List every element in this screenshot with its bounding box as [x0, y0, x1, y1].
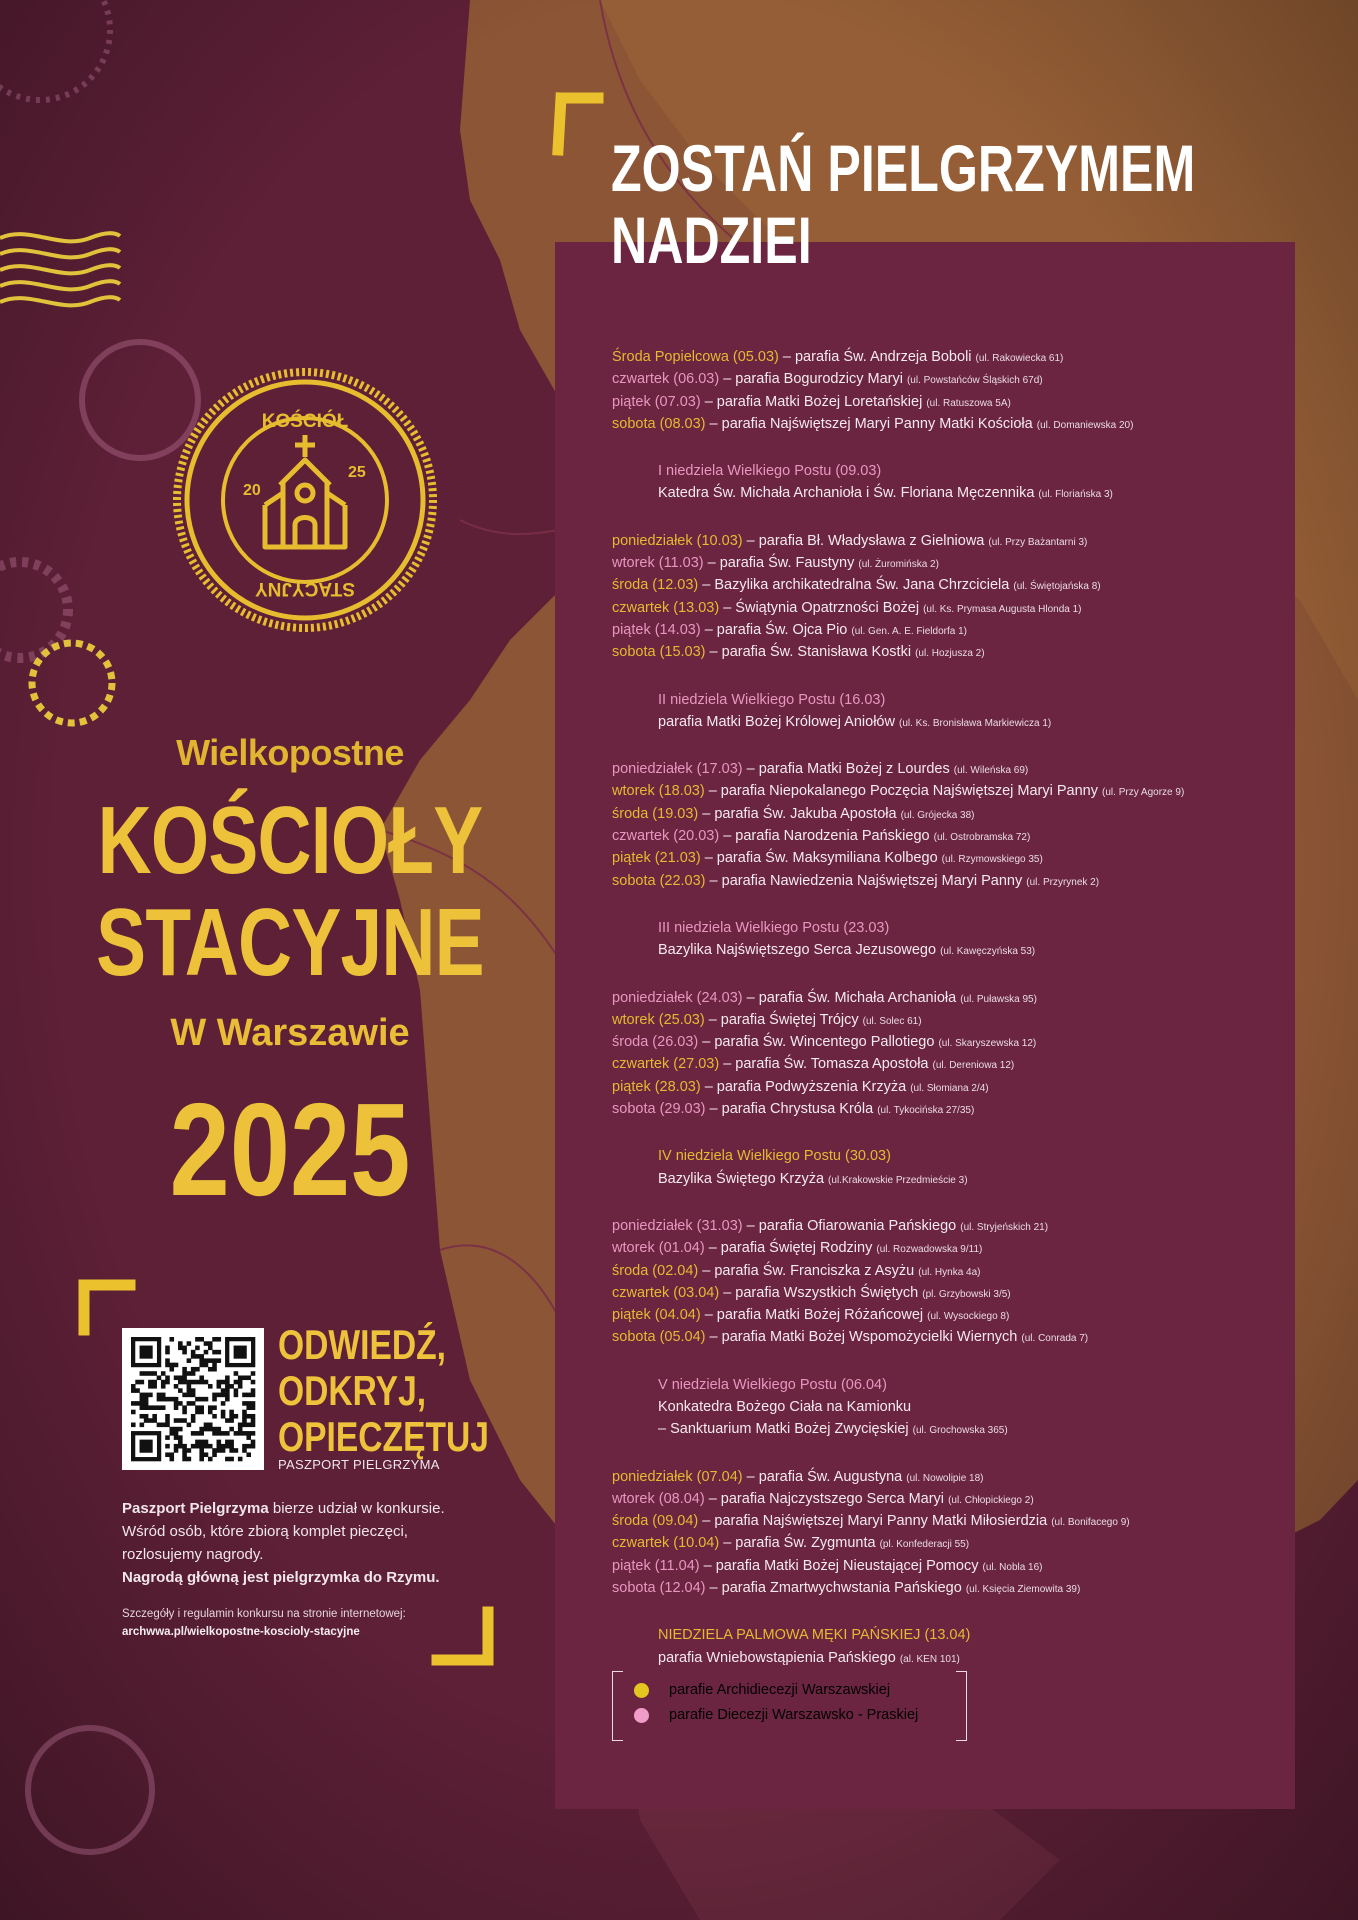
- schedule-gap: [612, 505, 1292, 530]
- schedule-gap: [612, 1441, 1292, 1466]
- qr-code[interactable]: [122, 1328, 264, 1470]
- legend-label-praga: parafie Diecezji Warszawsko - Praskiej: [669, 1707, 919, 1723]
- schedule-church: – parafia Św. Maksymiliana Kolbego: [700, 850, 942, 867]
- legend-label-archdiocese: parafie Archidiecezji Warszawskiej: [669, 1682, 891, 1698]
- schedule-row: [612, 1053, 1292, 1075]
- schedule-day: sobota (15.03): [612, 644, 706, 661]
- schedule-address: (ul. Ratuszowa 5A): [926, 397, 1011, 409]
- week-block: [612, 346, 1292, 435]
- schedule-church: – Bazylika archikatedralna Św. Jana Chrzciciela: [698, 577, 1014, 594]
- schedule-row: [612, 1304, 1292, 1326]
- legend-bracket-right: [956, 1671, 967, 1741]
- schedule-address: (ul. Wileńska 69): [953, 765, 1029, 777]
- station-schedule: [612, 346, 1292, 1669]
- headline-line2: NADZIEI: [611, 203, 812, 277]
- schedule-address: (ul. Nowolipie 18): [906, 1472, 984, 1484]
- schedule-day: piątek (21.03): [612, 850, 701, 867]
- legend-bracket-left: [612, 1671, 623, 1741]
- stamp-year-right: 25: [348, 464, 366, 481]
- schedule-row: [612, 1237, 1292, 1259]
- sunday-church-name: parafia Wniebowstąpienia Pańskiego: [658, 1649, 900, 1666]
- schedule-church: – parafia Chrystusa Króla: [705, 1101, 878, 1118]
- sunday-church: [658, 482, 1292, 504]
- yellow-dot-icon: [634, 1683, 649, 1698]
- schedule-address: (ul. Żuromińska 2): [858, 559, 939, 571]
- sunday-block: [612, 689, 1292, 734]
- schedule-row: [612, 825, 1292, 847]
- kosciol-stacyjny-stamp: [170, 365, 440, 635]
- schedule-church: – parafia Św. Wincentego Pallotiego: [698, 1034, 939, 1051]
- schedule-row: [612, 1466, 1292, 1488]
- sunday-church-name: – Sanktuarium Matki Bożej Zwycięskiej: [658, 1421, 913, 1438]
- contest-info-text: bierze udział w konkursie. Wśród osób, które zbiorą komplet pieczęci, rozlosujemy nagrody.: [122, 1500, 445, 1563]
- schedule-church: – parafia Zmartwychwstania Pańskiego: [705, 1580, 966, 1597]
- schedule-day: środa (19.03): [612, 805, 699, 822]
- sunday-church-address: (ul.Krakowskie Przedmieście 3): [828, 1174, 968, 1186]
- cta-text: [278, 1322, 489, 1460]
- schedule-church: – parafia Św. Zygmunta: [719, 1535, 880, 1552]
- schedule-church: – parafia Bogurodzicy Maryi: [719, 371, 907, 388]
- schedule-row: [612, 780, 1292, 802]
- schedule-address: (ul. Conrada 7): [1021, 1333, 1089, 1345]
- contest-prize: Nagrodą główną jest pielgrzymka do Rzymu.: [122, 1569, 440, 1586]
- week-block: [612, 758, 1292, 892]
- legend-item-praga: [634, 1707, 918, 1723]
- schedule-address: (ul. Rakowiecka 61): [975, 353, 1064, 364]
- schedule-day: poniedziałek (17.03): [612, 761, 743, 778]
- schedule-gap: [612, 1190, 1292, 1215]
- schedule-address: (ul. Gen. A. E. Fieldorfa 1): [851, 625, 967, 637]
- contest-details-link[interactable]: archwwa.pl/wielkopostne-koscioly-stacyjne: [122, 1626, 360, 1638]
- headline-line1: ZOSTAŃ PIELGRZYMEM: [611, 131, 1196, 205]
- schedule-address: (ul. Wysockiego 8): [927, 1311, 1010, 1323]
- schedule-day: środa (02.04): [612, 1262, 699, 1279]
- schedule-day: piątek (14.03): [612, 621, 701, 638]
- sunday-block: [612, 1374, 1292, 1441]
- schedule-address: (ul. Słomiana 2/4): [910, 1082, 989, 1094]
- stamp-top-text: KOŚCIÓŁ: [261, 411, 349, 432]
- schedule-address: (ul. Przyrynek 2): [1026, 876, 1100, 888]
- sunday-title: NIEDZIELA PALMOWA MĘKI PAŃSKIEJ (13.04): [658, 1627, 971, 1644]
- headline: [611, 132, 1195, 276]
- schedule-day: czwartek (13.03): [612, 599, 720, 616]
- schedule-church: – parafia Św. Tomasza Apostoła: [719, 1056, 933, 1073]
- schedule-church: – parafia Najczystszego Serca Maryi: [704, 1490, 949, 1507]
- schedule-address: (ul. Księcia Ziemowita 39): [965, 1584, 1081, 1596]
- schedule-day: wtorek (25.03): [612, 1011, 705, 1028]
- schedule-church: – parafia Nawiedzenia Najświętszej Maryi Panny: [705, 872, 1027, 889]
- cta-subtitle: PASZPORT PIELGRZYMA: [278, 1457, 440, 1472]
- schedule-church: – parafia Niepokalanego Poczęcia Najświętszej Maryi Panny: [704, 783, 1103, 800]
- schedule-day: czwartek (20.03): [612, 828, 720, 845]
- schedule-church: – parafia Wszystkich Świętych: [719, 1284, 923, 1301]
- contest-details-text: Szczegóły i regulamin konkursu na stronie internetowej:: [122, 1608, 406, 1620]
- schedule-gap: [612, 1120, 1292, 1145]
- schedule-church: – parafia Matki Bożej z Lourdes: [742, 761, 954, 778]
- schedule-address: (ul. Hynka 4a): [918, 1266, 981, 1278]
- schedule-church: – parafia Św. Franciszka z Asyżu: [698, 1262, 919, 1279]
- schedule-row: [612, 1098, 1292, 1120]
- schedule-day: czwartek (10.04): [612, 1535, 720, 1552]
- sunday-church: [658, 1396, 1292, 1418]
- schedule-day: wtorek (11.03): [612, 555, 704, 572]
- schedule-row: [612, 1488, 1292, 1510]
- schedule-gap: [612, 962, 1292, 987]
- schedule-church: – parafia Matki Bożej Nieustającej Pomocy: [699, 1557, 983, 1574]
- schedule-church: – parafia Najświętszej Maryi Panny Matki Miłosierdzia: [698, 1513, 1052, 1530]
- schedule-address: (ul. Grójecka 38): [900, 809, 975, 821]
- schedule-address: (pl. Grzybowski 3/5): [922, 1288, 1011, 1300]
- schedule-gap: [612, 733, 1292, 758]
- schedule-row: [612, 552, 1292, 574]
- sunday-church: [658, 1168, 1292, 1190]
- schedule-church: – parafia Św. Michała Archanioła: [742, 989, 961, 1006]
- stamp-year-left: 20: [243, 482, 261, 499]
- schedule-day: sobota (12.04): [612, 1580, 706, 1597]
- schedule-day: czwartek (06.03): [612, 371, 720, 388]
- schedule-address: (ul. Ostrobramska 72): [933, 832, 1031, 844]
- schedule-church: – parafia Ofiarowania Pańskiego: [742, 1217, 961, 1234]
- schedule-address: (ul. Przy Bażantarni 3): [988, 536, 1088, 548]
- cta-line2: ODKRYJ,: [278, 1367, 427, 1414]
- sunday-church-name: parafia Matki Bożej Królowej Aniołów: [658, 713, 899, 730]
- cta-line3: OPIECZĘTUJ: [278, 1413, 489, 1460]
- schedule-church: – parafia Świętej Trójcy: [704, 1011, 863, 1028]
- schedule-church: – parafia Podwyższenia Krzyża: [700, 1078, 911, 1095]
- schedule-day: Środa Popielcowa (05.03): [612, 349, 779, 365]
- contest-info-bold: Paszport Pielgrzyma: [122, 1500, 269, 1517]
- schedule-row: [612, 1260, 1292, 1282]
- schedule-church: – parafia Bł. Władysława z Gielniowa: [742, 532, 989, 549]
- schedule-day: czwartek (27.03): [612, 1056, 720, 1073]
- schedule-church: – parafia Najświętszej Maryi Panny Matki Kościoła: [705, 415, 1037, 432]
- sunday-church-name: Konkatedra Bożego Ciała na Kamionku: [658, 1398, 912, 1415]
- schedule-address: (ul. Skaryszewska 12): [938, 1038, 1037, 1050]
- schedule-address: (ul. Dereniowa 12): [932, 1060, 1015, 1072]
- sunday-title: IV niedziela Wielkiego Postu (30.03): [658, 1148, 891, 1165]
- schedule-day: wtorek (01.04): [612, 1240, 705, 1257]
- main-title-line2: STACYJNE: [96, 889, 484, 996]
- schedule-day: czwartek (03.04): [612, 1284, 720, 1301]
- week-block: [612, 1466, 1292, 1600]
- sunday-block: [612, 917, 1292, 962]
- schedule-address: (ul. Powstańców Śląskich 67d): [906, 375, 1043, 387]
- schedule-row: [612, 574, 1292, 596]
- schedule-row: [612, 758, 1292, 780]
- schedule-row: [612, 1282, 1292, 1304]
- sunday-church: [658, 939, 1292, 961]
- schedule-address: (ul. Puławska 95): [960, 993, 1037, 1005]
- schedule-row: [612, 391, 1292, 413]
- schedule-row: [612, 1076, 1292, 1098]
- sunday-title: II niedziela Wielkiego Postu (16.03): [658, 691, 886, 708]
- sunday-church-address: (ul. Grochowska 365): [912, 1425, 1008, 1437]
- schedule-row: [612, 1215, 1292, 1237]
- schedule-day: sobota (22.03): [612, 872, 706, 889]
- schedule-gap: [612, 1349, 1292, 1374]
- schedule-address: (ul. Nobla 16): [982, 1561, 1043, 1573]
- sunday-church: [658, 1647, 1292, 1669]
- schedule-church: – parafia Św. Ojca Pio: [700, 621, 852, 638]
- schedule-address: (ul. Solec 61): [862, 1015, 922, 1027]
- schedule-church: – parafia Matki Bożej Loretańskiej: [700, 393, 927, 410]
- main-title: [64, 787, 516, 996]
- schedule-row: [612, 619, 1292, 641]
- contest-details: [122, 1605, 462, 1641]
- schedule-church: – parafia Św. Stanisława Kostki: [705, 644, 916, 661]
- sunday-block: [612, 460, 1292, 505]
- schedule-day: piątek (07.03): [612, 393, 701, 410]
- pink-dot-icon: [634, 1708, 649, 1723]
- schedule-address: (ul. Stryjeńskich 21): [960, 1221, 1049, 1233]
- schedule-row: [612, 803, 1292, 825]
- schedule-row: [612, 1555, 1292, 1577]
- pre-title: Wielkopostne: [176, 732, 404, 773]
- legend-item-archdiocese: [634, 1682, 890, 1698]
- schedule-gap: [612, 1599, 1292, 1624]
- week-block: [612, 987, 1292, 1121]
- schedule-day: sobota (08.03): [612, 415, 706, 432]
- schedule-row: [612, 1031, 1292, 1053]
- schedule-address: (ul. Rozwadowska 9/11): [876, 1244, 983, 1256]
- schedule-day: poniedziałek (24.03): [612, 989, 743, 1006]
- schedule-church: – parafia Matki Bożej Różańcowej: [700, 1307, 928, 1324]
- schedule-row: [612, 346, 1292, 368]
- schedule-church: – parafia Narodzenia Pańskiego: [719, 828, 934, 845]
- schedule-day: środa (09.04): [612, 1513, 699, 1530]
- schedule-day: wtorek (08.04): [612, 1490, 705, 1507]
- schedule-church: – Świątynia Opatrzności Bożej: [719, 599, 924, 616]
- schedule-day: sobota (05.04): [612, 1329, 706, 1346]
- schedule-day: poniedziałek (31.03): [612, 1217, 743, 1234]
- schedule-row: [612, 413, 1292, 435]
- schedule-church: – parafia Św. Faustyny: [703, 555, 859, 572]
- sunday-title: V niedziela Wielkiego Postu (06.04): [658, 1376, 887, 1393]
- schedule-gap: [612, 435, 1292, 460]
- contest-info: [122, 1497, 482, 1589]
- sunday-title: III niedziela Wielkiego Postu (23.03): [658, 919, 890, 936]
- schedule-row: [612, 1009, 1292, 1031]
- schedule-day: wtorek (18.03): [612, 783, 705, 800]
- schedule-row: [612, 1532, 1292, 1554]
- schedule-row: [612, 530, 1292, 552]
- schedule-day: poniedziałek (10.03): [612, 532, 743, 549]
- schedule-day: poniedziałek (07.04): [612, 1468, 743, 1485]
- schedule-address: (ul. Przy Agorze 9): [1102, 787, 1185, 799]
- sunday-church-address: (ul. Floriańska 3): [1038, 489, 1113, 501]
- sunday-church-address: (ul. Kawęczyńska 53): [940, 946, 1036, 958]
- schedule-address: (ul. Świętojańska 8): [1013, 581, 1101, 593]
- week-block: [612, 1215, 1292, 1349]
- schedule-day: piątek (28.03): [612, 1078, 701, 1095]
- schedule-day: piątek (11.04): [612, 1557, 700, 1574]
- schedule-address: (ul. Domaniewska 20): [1036, 419, 1134, 431]
- schedule-row: [612, 1510, 1292, 1532]
- year-title: 2025: [169, 1076, 411, 1223]
- schedule-address: (ul. Hozjusza 2): [915, 648, 985, 660]
- sunday-church-address: (ul. Ks. Bronisława Markiewicza 1): [898, 717, 1052, 729]
- sunday-church: [658, 1418, 1292, 1440]
- sunday-title: I niedziela Wielkiego Postu (09.03): [658, 463, 882, 480]
- schedule-gap: [612, 664, 1292, 689]
- schedule-gap: [612, 892, 1292, 917]
- schedule-day: środa (12.03): [612, 577, 699, 594]
- schedule-row: [612, 847, 1292, 869]
- sunday-block: [612, 1624, 1292, 1669]
- schedule-address: (ul. Rzymowskiego 35): [941, 854, 1043, 866]
- church-icon: [265, 435, 345, 547]
- schedule-day: środa (26.03): [612, 1034, 699, 1051]
- sunday-church-name: Bazylika Świętego Krzyża: [658, 1170, 829, 1187]
- sunday-church-address: (al. KEN 101): [899, 1653, 960, 1665]
- schedule-row: [612, 368, 1292, 390]
- stamp-bottom-text: STACYJNY: [255, 578, 355, 599]
- sunday-church-name: Bazylika Najświętszego Serca Jezusowego: [658, 942, 941, 959]
- schedule-church: – parafia Św. Andrzeja Boboli: [778, 349, 976, 365]
- schedule-row: [612, 597, 1292, 619]
- schedule-church: – parafia Matki Bożej Wspomożycielki Wiernych: [705, 1329, 1022, 1346]
- schedule-church: – parafia Św. Jakuba Apostoła: [698, 805, 901, 822]
- main-title-line1: KOŚCIOŁY: [97, 787, 483, 894]
- sunday-block: [612, 1145, 1292, 1190]
- city-title: W Warszawie: [170, 1012, 410, 1054]
- schedule-day: sobota (29.03): [612, 1101, 706, 1118]
- schedule-row: [612, 641, 1292, 663]
- cta-line1: ODWIEDŹ,: [278, 1321, 446, 1368]
- schedule-row: [612, 870, 1292, 892]
- sunday-church: [658, 711, 1292, 733]
- schedule-church: – parafia Świętej Rodziny: [704, 1240, 877, 1257]
- schedule-address: (ul. Tykocińska 27/35): [877, 1105, 975, 1117]
- week-block: [612, 530, 1292, 664]
- schedule-day: piątek (04.04): [612, 1307, 701, 1324]
- schedule-address: (ul. Chłopickiego 2): [948, 1494, 1034, 1506]
- legend: [612, 1671, 967, 1739]
- schedule-address: (pl. Konfederacji 55): [879, 1539, 970, 1551]
- schedule-row: [612, 1326, 1292, 1348]
- schedule-row: [612, 1577, 1292, 1599]
- schedule-row: [612, 987, 1292, 1009]
- sunday-church-name: Katedra Św. Michała Archanioła i Św. Floriana Męczennika: [658, 485, 1039, 502]
- schedule-address: (ul. Bonifacego 9): [1051, 1517, 1130, 1529]
- schedule-address: (ul. Ks. Prymasa Augusta Hlonda 1): [923, 603, 1082, 615]
- schedule-church: – parafia Św. Augustyna: [742, 1468, 907, 1485]
